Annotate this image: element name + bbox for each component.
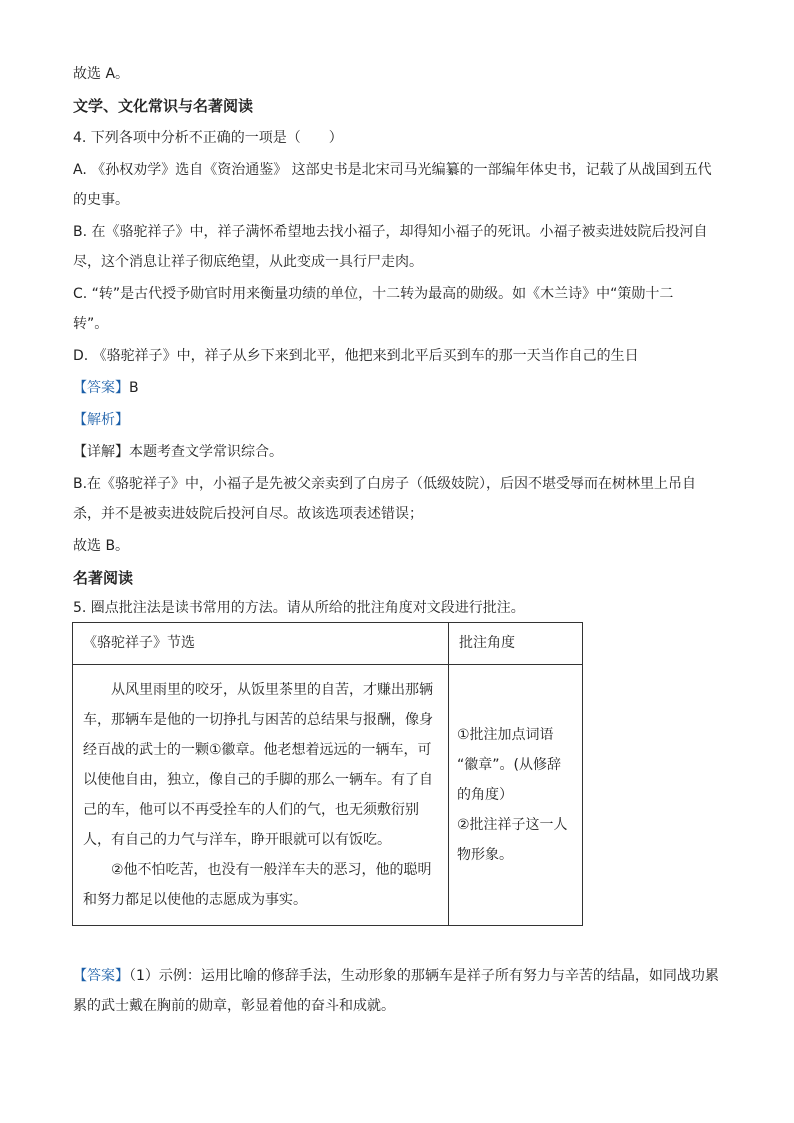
answer-5-line2: 累的武士戴在胸前的勋章，彰显着他的奋斗和成就。 [73,998,395,1014]
table-header-excerpt [73,623,449,665]
answer-5-line1 [73,966,719,986]
option-b-line2: 尽，这个消息让祥子彻底绝望，从此变成一具行尸走肉。 [73,254,423,270]
detail-b-line1: B.在《骆驼祥子》中，小福子是先被父亲卖到了白房子（低级妓院），后因不堪受辱而在树林里上吊自 [73,476,697,492]
section-title-literature: 文学、文化常识与名著阅读 [73,97,254,115]
passage-line: 经百战的武士的一颗①徽章。他老想着远远的一辆车，可 [83,742,432,758]
answer-value: B [129,380,139,396]
prev-answer: 故选 A。 [73,66,130,82]
table-header-annotation [449,623,583,665]
answer-5-text: （1）示例：运用比喻的修辞手法，生动形象的那辆车是祥子所有努力与辛苦的结晶，如同战功累 [129,968,719,984]
question-4-stem: 4. 下列各项中分析不正确的一项是（ ） [73,130,343,146]
passage-cell [73,665,449,926]
analysis-label: 【解析】 [73,412,129,428]
annotation-line: 的角度） [457,787,513,803]
annotation-cell [449,665,583,926]
conclusion: 故选 B。 [73,538,130,554]
answer-5-label: 【答案】 [73,968,129,984]
header-right-text: 批注角度 [459,635,515,651]
header-left-text: 《骆驼祥子》节选 [83,635,195,651]
detail-label: 【详解】 [73,444,129,460]
annotation-line: ①批注加点词语 [457,727,554,743]
option-c-line1: C. “转”是古代授予勋官时用来衡量功绩的单位，十二转为最高的勋级。如《木兰诗》中“策勋十二 [73,286,674,302]
passage-line: 人，有自己的力气与洋车，睁开眼就可以有饭吃。 [83,832,391,848]
option-c-line2: 转”。 [73,316,109,332]
answer-line [73,378,139,398]
question-5-stem: 5. 圈点批注法是读书常用的方法。请从所给的批注角度对文段进行批注。 [73,600,525,616]
passage-line: 己的车，他可以不再受拴车的人们的气，也无须敷衍别 [83,802,419,818]
detail-text: 本题考查文学常识综合。 [129,444,283,460]
option-b-line1: B. 在《骆驼祥子》中，祥子满怀希望地去找小福子，却得知小福子的死讯。小福子被卖进妓院后投河自 [73,224,708,240]
passage-line: ②他不怕吃苦，也没有一般洋车夫的恶习，他的聪明 [111,862,432,878]
passage-line: 车，那辆车是他的一切挣扎与困苦的总结果与报酬，像身 [83,712,433,728]
annotation-line: 物形象。 [457,847,513,863]
passage-line: 从风里雨里的咬牙，从饭里茶里的自苦，才赚出那辆 [111,682,433,698]
annotation-line: “徽章”。(从修辞 [457,757,561,773]
answer-label: 【答案】 [73,380,129,396]
passage-line: 以使他自由，独立，像自己的手脚的那么一辆车。有了自 [83,772,433,788]
annotation-line: ②批注祥子这一人 [457,817,568,833]
option-a-line2: 的史事。 [73,192,129,208]
detail-line [73,442,283,462]
section-title-classics: 名著阅读 [73,569,134,587]
option-a-line1: A. 《孙权劝学》选自《资治通鉴》 这部史书是北宋司马光编纂的一部编年体史书，记载了从战国到五代 [73,162,712,178]
passage-line: 和努力都足以使他的志愿成为事实。 [83,892,307,908]
option-d: D. 《骆驼祥子》中，祥子从乡下来到北平，他把来到北平后买到车的那一天当作自己的生日 [73,348,639,364]
annotation-table [72,622,583,926]
detail-b-line2: 杀，并不是被卖进妓院后投河自尽。故该选项表述错误； [73,506,423,522]
